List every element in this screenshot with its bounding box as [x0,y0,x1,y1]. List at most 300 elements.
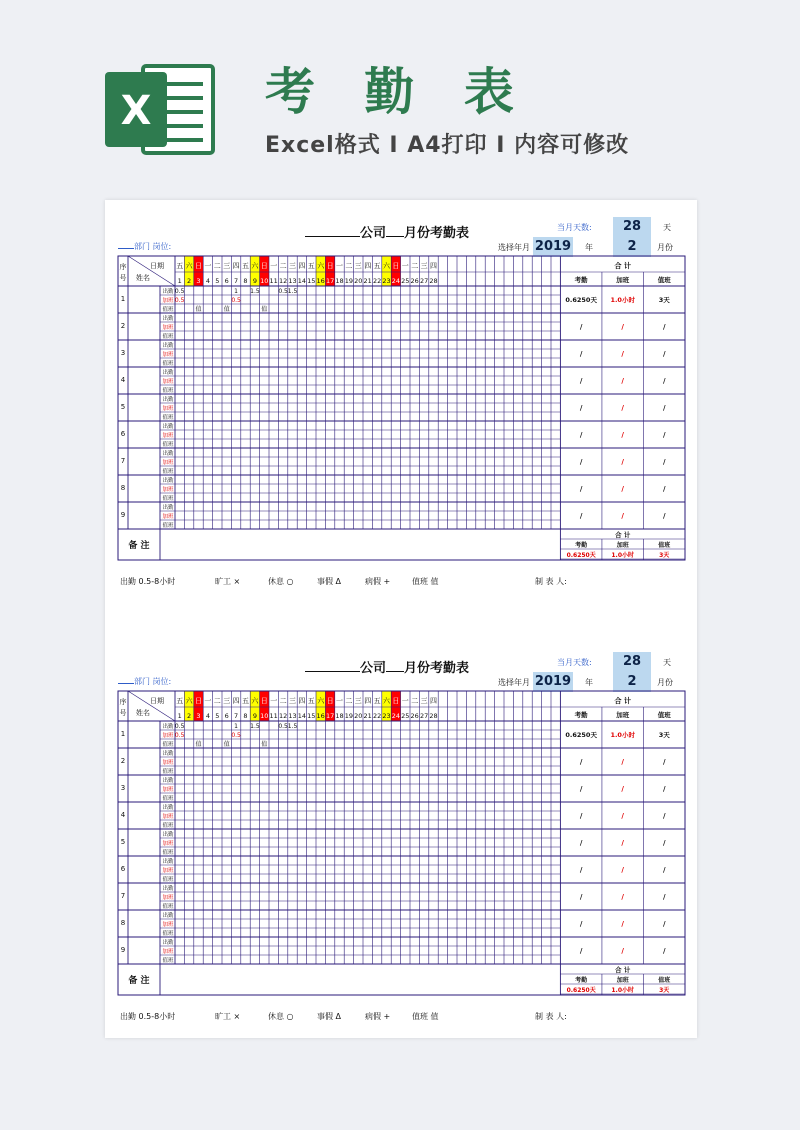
header-name: 姓名 [136,709,150,717]
row-overtime-total: / [621,404,624,412]
banner-title: 考 勤 表 [265,63,530,121]
summary-col-attend: 考勤 [575,542,588,549]
row-number: 8 [120,919,126,927]
weekday-label: 日 [195,262,202,270]
date-label: 10 [260,712,269,720]
sub-label: 出勤 [162,940,174,946]
weekday-label: 日 [326,697,334,705]
sub-label: 值班 [162,877,174,883]
legend-maker: 制 表 人: [535,577,567,586]
date-label: 23 [382,277,391,285]
col-attend: 考勤 [574,276,588,284]
row-overtime-total: / [621,866,624,874]
day-value: 0.5 [231,297,241,304]
attendance-sheet-2 [105,635,697,1035]
row-attend-total: / [579,485,583,493]
date-label: 11 [269,277,278,285]
row-attend-total: / [579,785,583,793]
day-value: 0.5 [174,297,185,304]
row-attend-total: 0.6250天 [565,731,597,739]
date-label: 6 [224,712,229,720]
sub-label: 加班 [162,406,174,412]
sub-label: 加班 [162,460,174,466]
sub-label: 出勤 [162,316,174,322]
weekday-label: 日 [260,262,268,270]
dept-post: 部门 岗位: [118,676,171,687]
days-in-month-value[interactable]: 28 [613,652,651,674]
row-attend-total: / [579,758,583,766]
row-overtime-total: / [621,758,624,766]
attendance-grid [105,200,697,600]
sub-label: 值班 [162,442,174,448]
row-duty-total: / [662,404,666,412]
date-label: 14 [297,277,307,285]
date-label: 26 [410,712,419,720]
date-label: 2 [187,277,192,285]
weekday-label: 二 [411,262,419,270]
date-label: 12 [278,712,288,720]
date-label: 25 [401,277,410,285]
date-label: 15 [307,712,316,720]
attendance-sheet-1 [105,200,697,600]
row-number: 4 [120,376,126,384]
date-label: 20 [354,712,363,720]
legend-leave: 事假 Δ [317,577,342,586]
row-number: 6 [120,865,126,873]
row-overtime-total: 1.0小时 [610,731,635,739]
date-label: 11 [269,712,278,720]
row-overtime-total: / [621,485,624,493]
summary-attend: 0.6250天 [566,552,596,559]
svg-text:X: X [120,88,152,134]
row-attend-total: / [579,458,583,466]
banner-subtitle: Excel格式 I A4打印 I 内容可修改 [265,133,630,158]
select-month-label: 选择年月 [498,243,530,252]
row-overtime-total: / [621,947,624,955]
sub-label: 值班 [162,523,174,529]
row-duty-total: / [662,812,666,820]
date-label: 12 [278,277,288,285]
sub-label: 值班 [162,469,174,475]
sub-label: 加班 [162,433,174,439]
date-label: 22 [372,277,382,285]
sub-label: 加班 [162,487,174,493]
row-number: 8 [120,484,126,492]
days-in-month-label: 当月天数: [557,658,592,667]
weekday-label: 日 [392,262,400,270]
sub-label: 加班 [162,379,174,385]
summary-header: 合 计 [615,966,631,974]
weekday-label: 四 [232,262,240,270]
date-label: 18 [335,712,344,720]
weekday-label: 二 [345,697,353,705]
row-attend-total: / [579,920,583,928]
weekday-label: 日 [260,697,268,705]
month-value[interactable]: 2 [613,237,651,257]
weekday-label: 日 [195,697,202,705]
sub-label: 值班 [162,958,174,964]
date-label: 27 [419,712,429,720]
day-value: 1 [234,288,239,295]
row-attend-total: / [579,812,583,820]
date-label: 16 [316,277,325,285]
row-overtime-total: / [621,512,624,520]
day-value: 值 [261,741,268,748]
date-label: 23 [382,712,391,720]
days-in-month-label: 当月天数: [557,223,592,232]
date-label: 9 [252,277,257,285]
weekday-label: 二 [279,262,287,270]
row-number: 3 [120,349,126,357]
sub-label: 加班 [162,514,174,520]
row-number: 3 [120,784,126,792]
sub-label: 值班 [162,823,174,829]
date-label: 22 [372,712,382,720]
date-label: 20 [354,277,363,285]
legend-rest: 休息 ○ [268,577,294,586]
weekday-label: 日 [326,262,334,270]
date-label: 25 [401,712,410,720]
month-value[interactable]: 2 [613,672,651,692]
sub-label: 加班 [162,868,174,874]
date-label: 19 [344,277,354,285]
date-label: 4 [205,712,210,720]
sub-label: 出勤 [162,424,174,430]
total-header: 合 计 [614,262,631,270]
day-value: 0.5 [174,723,185,730]
date-label: 4 [205,277,210,285]
sub-label: 出勤 [162,343,174,349]
legend-absent: 旷工 × [215,577,241,586]
row-attend-total: 0.6250天 [565,296,597,304]
year-unit: 年 [585,678,593,687]
row-number: 6 [120,430,126,438]
summary-overtime: 1.0小时 [611,987,635,994]
sub-label: 值班 [162,388,174,394]
row-number: 4 [120,811,126,819]
row-attend-total: / [579,404,583,412]
legend-sick: 病假 + [365,1012,391,1021]
sub-label: 出勤 [162,832,174,838]
weekday-label: 二 [411,697,419,705]
legend-rest: 休息 ○ [268,1012,294,1021]
row-duty-total: / [662,758,666,766]
header-name: 姓名 [136,274,150,282]
sub-label: 出勤 [162,751,174,757]
day-value: 值 [261,306,268,313]
sub-label: 出勤 [162,370,174,376]
day-value: 1.5 [250,723,260,730]
day-value: 1.5 [287,288,298,295]
date-label: 7 [234,712,239,720]
sub-label: 值班 [162,334,174,340]
row-overtime-total: 1.0小时 [610,296,635,304]
row-duty-total: / [662,458,666,466]
weekday-label: 二 [213,697,221,705]
legend-attend: 出勤 0.5-8小时 [120,577,176,586]
weekday-label: 五 [307,697,315,705]
weekday-label: 二 [279,697,287,705]
date-label: 5 [215,277,220,285]
date-label: 24 [391,277,401,285]
day-value: 值 [223,306,230,313]
sub-label: 加班 [162,733,174,739]
summary-col-attend: 考勤 [575,977,588,984]
weekday-label: 二 [213,262,221,270]
month-unit: 月份 [657,243,673,252]
day-value: 值 [195,741,202,748]
header-seq: 序 [119,698,127,706]
day-unit: 天 [663,658,671,667]
col-duty: 值班 [657,711,671,719]
summary-duty: 3天 [659,552,670,559]
date-label: 8 [243,712,248,720]
weekday-label: 六 [251,697,259,705]
weekday-label: 四 [430,262,437,270]
date-label: 8 [243,277,248,285]
row-attend-total: / [579,839,583,847]
row-duty-total: / [662,893,666,901]
weekday-label: 二 [345,262,353,270]
header-date: 日期 [150,697,164,705]
row-overtime-total: / [621,323,624,331]
row-duty-total: / [662,350,666,358]
date-label: 10 [260,277,269,285]
row-duty-total: / [662,512,666,520]
sheet-title: 公司 月份考勤表 [305,222,469,241]
date-label: 3 [196,712,201,720]
header-date: 日期 [150,262,164,270]
date-label: 19 [344,712,354,720]
header-seq: 序 [119,263,127,271]
day-value: 值 [223,741,230,748]
date-label: 5 [215,712,220,720]
weekday-label: 四 [298,262,306,270]
sub-label: 出勤 [162,913,174,919]
weekday-label: 四 [364,697,372,705]
attendance-grid [105,635,697,1035]
year-value[interactable]: 2019 [533,672,573,692]
weekday-label: 五 [373,697,381,705]
col-duty: 值班 [657,276,671,284]
col-overtime: 加班 [616,711,630,719]
row-number: 7 [120,457,126,465]
sub-label: 加班 [162,841,174,847]
sub-label: 出勤 [162,397,174,403]
sub-label: 加班 [162,760,174,766]
sub-label: 出勤 [162,724,174,730]
weekday-label: 三 [354,697,362,705]
sub-label: 加班 [162,325,174,331]
weekday-label: 五 [176,697,184,705]
row-number: 1 [120,730,126,738]
day-value: 值 [195,306,202,313]
header-seq: 号 [119,274,127,282]
row-duty-total: / [662,431,666,439]
sub-label: 加班 [162,922,174,928]
total-header: 合 计 [614,697,631,705]
day-value: 0.5 [174,288,185,295]
select-month-label: 选择年月 [498,678,530,687]
days-in-month-value[interactable]: 28 [613,217,651,239]
row-attend-total: / [579,947,583,955]
sub-label: 值班 [162,496,174,502]
row-overtime-total: / [621,350,624,358]
sub-label: 出勤 [162,859,174,865]
row-attend-total: / [579,350,583,358]
row-attend-total: / [579,512,583,520]
row-overtime-total: / [621,920,624,928]
weekday-label: 五 [242,262,249,270]
row-attend-total: / [579,323,583,331]
weekday-label: 六 [383,262,390,270]
date-label: 18 [335,277,344,285]
row-duty-total: / [662,323,666,331]
weekday-label: 三 [223,697,231,705]
summary-col-duty: 值班 [658,977,671,984]
date-label: 13 [288,277,297,285]
summary-col-duty: 值班 [658,542,671,549]
year-value[interactable]: 2019 [533,237,573,257]
row-attend-total: / [579,431,583,439]
excel-logo-icon [105,62,215,157]
day-value: 0.5 [231,732,241,739]
row-overtime-total: / [621,785,624,793]
summary-col-overtime: 加班 [616,542,629,549]
row-number: 5 [120,838,126,846]
weekday-label: 一 [401,697,409,705]
row-overtime-total: / [621,431,624,439]
row-number: 9 [120,946,126,954]
row-attend-total: / [579,893,583,901]
row-overtime-total: / [621,812,624,820]
row-overtime-total: / [621,893,624,901]
legend-duty: 值班 值 [412,577,439,586]
sub-label: 值班 [162,850,174,856]
weekday-label: 三 [289,262,296,270]
row-number: 2 [120,322,126,330]
sub-label: 加班 [162,949,174,955]
day-value: 0.5 [278,723,288,730]
date-label: 3 [196,277,201,285]
month-unit: 月份 [657,678,673,687]
weekday-label: 六 [185,262,193,270]
weekday-label: 五 [176,262,184,270]
legend-duty: 值班 值 [412,1012,439,1021]
row-number: 5 [120,403,126,411]
sub-label: 加班 [162,814,174,820]
weekday-label: 五 [242,697,249,705]
row-overtime-total: / [621,377,624,385]
summary-duty: 3天 [659,987,670,994]
weekday-label: 四 [298,697,306,705]
day-value: 0.5 [278,288,288,295]
date-label: 2 [187,712,192,720]
row-duty-total: / [662,920,666,928]
weekday-label: 一 [270,697,278,705]
sub-label: 出勤 [162,478,174,484]
weekday-label: 一 [336,697,343,705]
dept-post: 部门 岗位: [118,241,171,252]
row-number: 9 [120,511,126,519]
summary-header: 合 计 [615,531,631,539]
sub-label: 出勤 [162,505,174,511]
col-attend: 考勤 [574,711,588,719]
date-label: 28 [429,712,438,720]
sub-label: 出勤 [162,886,174,892]
row-overtime-total: / [621,839,624,847]
summary-col-overtime: 加班 [616,977,629,984]
row-duty-total: / [662,485,666,493]
legend-sick: 病假 + [365,577,391,586]
date-label: 17 [325,712,335,720]
sub-label: 出勤 [162,451,174,457]
year-unit: 年 [585,243,593,252]
weekday-label: 一 [204,262,212,270]
sub-label: 值班 [162,904,174,910]
date-label: 16 [316,712,325,720]
weekday-label: 六 [185,697,193,705]
day-unit: 天 [663,223,671,232]
sub-label: 加班 [162,352,174,358]
row-attend-total: / [579,377,583,385]
legend-maker: 制 表 人: [535,1012,567,1021]
date-label: 6 [224,277,229,285]
date-label: 21 [363,277,372,285]
row-duty-total: 3天 [658,731,670,739]
row-duty-total: / [662,377,666,385]
sub-label: 加班 [162,787,174,793]
date-label: 28 [429,277,438,285]
weekday-label: 三 [223,262,231,270]
row-duty-total: 3天 [658,296,670,304]
row-number: 7 [120,892,126,900]
weekday-label: 五 [307,262,315,270]
weekday-label: 三 [420,262,428,270]
weekday-label: 六 [317,697,325,705]
summary-overtime: 1.0小时 [611,552,635,559]
sub-label: 值班 [162,361,174,367]
day-value: 1.5 [250,288,260,295]
date-label: 13 [288,712,297,720]
weekday-label: 一 [336,262,343,270]
weekday-label: 日 [392,697,400,705]
weekday-label: 六 [251,262,259,270]
date-label: 24 [391,712,401,720]
paper-page [105,200,697,1038]
sub-label: 值班 [162,742,174,748]
date-label: 9 [252,712,257,720]
sub-label: 值班 [162,769,174,775]
col-overtime: 加班 [616,276,630,284]
day-value: 0.5 [174,732,185,739]
sub-label: 值班 [162,931,174,937]
remark-label: 备 注 [128,976,150,986]
sub-label: 出勤 [162,289,174,295]
sheet-title: 公司 月份考勤表 [305,657,469,676]
date-label: 27 [419,277,429,285]
row-duty-total: / [662,947,666,955]
sub-label: 出勤 [162,778,174,784]
row-duty-total: / [662,839,666,847]
day-value: 1 [234,723,239,730]
row-overtime-total: / [621,458,624,466]
banner [0,0,800,200]
weekday-label: 三 [354,262,362,270]
date-label: 26 [410,277,419,285]
weekday-label: 四 [430,697,437,705]
weekday-label: 四 [364,262,372,270]
